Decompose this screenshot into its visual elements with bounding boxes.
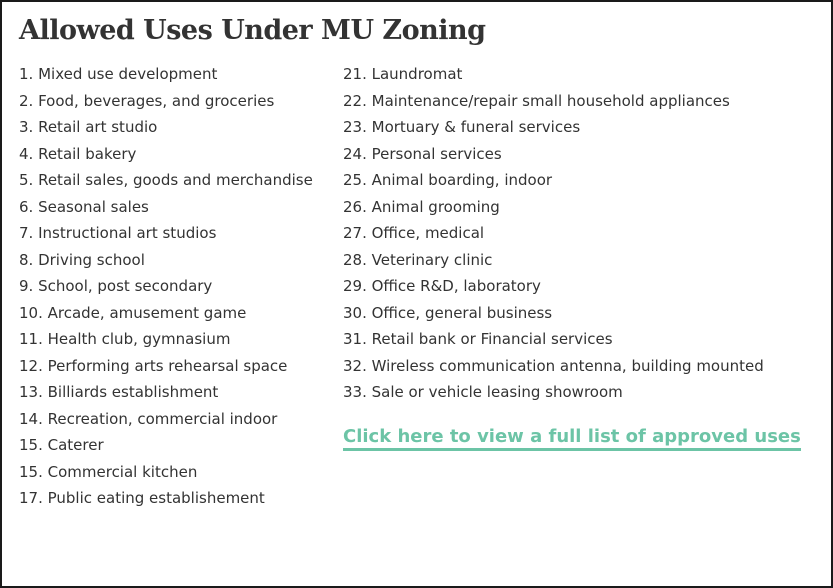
list-item: 29. Office R&D, laboratory xyxy=(343,277,541,295)
list-item: 1. Mixed use development xyxy=(19,65,218,83)
list-item: 23. Mortuary & funeral services xyxy=(343,118,581,136)
list-item: 12. Performing arts rehearsal space xyxy=(19,356,288,375)
list-item: 25. Animal boarding, indoor xyxy=(343,171,553,189)
page-title: Allowed Uses Under MU Zoning xyxy=(19,15,486,46)
list-item: 28. Veterinary clinic xyxy=(343,250,493,269)
full-list-link[interactable]: Click here to view a full list of approved uses xyxy=(343,426,801,451)
list-item: 10. Arcade, amusement game xyxy=(19,303,247,322)
list-item: 11. Health club, gymnasium xyxy=(19,330,231,348)
list-item: 21. Laundromat xyxy=(343,65,463,83)
list-item: 33. Sale or vehicle leasing showroom xyxy=(343,383,623,401)
list-item: 6. Seasonal sales xyxy=(19,197,149,216)
list-item: 13. Billiards establishment xyxy=(19,383,219,401)
list-item: 27. Office, medical xyxy=(343,224,485,242)
list-item: 32. Wireless communication antenna, building mounted xyxy=(343,356,764,375)
list-item: 14. Recreation, commercial indoor xyxy=(19,409,278,428)
list-item: 4. Retail bakery xyxy=(19,144,137,163)
list-item: 30. Office, general business xyxy=(343,303,553,322)
list-item: 5. Retail sales, goods and merchandise xyxy=(19,171,313,189)
list-item: 8. Driving school xyxy=(19,250,145,269)
allowed-uses-list-right xyxy=(343,63,764,408)
list-item: 15. Commercial kitchen xyxy=(19,462,198,481)
list-item: 24. Personal services xyxy=(343,144,502,163)
list-item: 2. Food, beverages, and groceries xyxy=(19,91,275,110)
list-item: 22. Maintenance/repair small household appliances xyxy=(343,91,730,110)
list-item: 9. School, post secondary xyxy=(19,277,213,295)
list-item: 15. Caterer xyxy=(19,436,104,454)
list-item: 3. Retail art studio xyxy=(19,118,158,136)
list-item: 7. Instructional art studios xyxy=(19,224,217,242)
allowed-uses-list-left xyxy=(19,63,313,514)
list-item: 17. Public eating establishement xyxy=(19,489,265,507)
list-item: 26. Animal grooming xyxy=(343,197,500,216)
list-item: 31. Retail bank or Financial services xyxy=(343,330,613,348)
